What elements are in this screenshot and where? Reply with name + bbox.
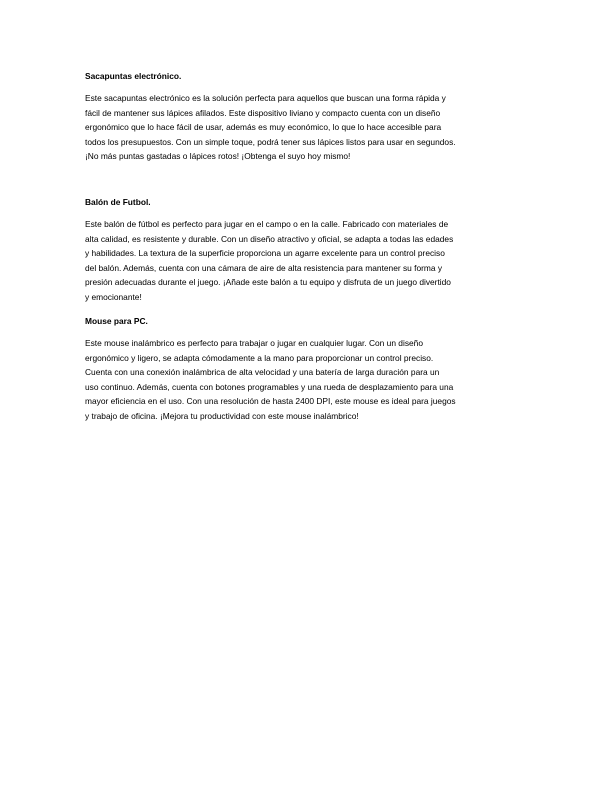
paragraph-line: y habilidades. La textura de la superficie proporciona un agarre excelente para un control preciso [85,248,445,259]
section-heading: Mouse para PC. [85,316,148,326]
paragraph-line: Este sacapuntas electrónico es la solución perfecta para aquellos que buscan una forma rápida y [85,93,446,103]
section-mouse [85,315,535,424]
paragraph-line: del balón. Además, cuenta con una cámara de aire de alta resistencia para mantener su forma y [85,262,443,273]
paragraph-line: Cuenta con una conexión inalámbrica de alta velocidad y una batería de larga duración para un [85,367,440,378]
paragraph-line: fácil de mantener sus lápices afilados. Este dispositivo liviano y compacto cuenta con un diseño [85,107,441,118]
section-paragraph [85,217,535,305]
paragraph-line: uso continuo. Además, cuenta con botones programables y una rueda de desplazamiento para una [85,381,454,392]
paragraph-line: y trabajo de oficina. ¡Mejora tu productividad con este mouse inalámbrico! [85,410,359,421]
section-paragraph [85,336,535,424]
paragraph-line: ergonómico y ligero, se adapta cómodamente a la mano para proporcionar un control preciso. [85,352,434,363]
paragraph-line: presión adecuadas durante el juego. ¡Añade este balón a tu equipo y disfruta de un juego divertido [85,277,451,288]
paragraph-line: Este mouse inalámbrico es perfecto para trabajar o jugar en cualquier lugar. Con un diseño [85,338,423,348]
section-heading: Balón de Futbol. [85,197,151,207]
section-balon [85,196,535,305]
paragraph-line: alta calidad, es resistente y durable. Con un diseño atractivo y oficial, se adapta a todas las edades [85,233,454,244]
paragraph-line: ergonómico que lo hace fácil de usar, además es muy económico, lo que lo hace accesible para [85,122,442,133]
paragraph-line: y emocionante! [85,291,142,302]
section-paragraph [85,91,535,164]
paragraph-line: todos los presupuestos. Con un simple toque, podrá tener sus lápices listos para usar en segundos. [85,136,456,147]
section-sacapuntas [85,70,535,164]
paragraph-line: mayor eficiencia en el uso. Con una resolución de hasta 2400 DPI, este mouse es ideal para juegos [85,396,456,407]
paragraph-line: ¡No más puntas gastadas o lápices rotos! ¡Obtenga el suyo hoy mismo! [85,151,351,162]
paragraph-line: Este balón de fútbol es perfecto para jugar en el campo o en la calle. Fabricado con materiales de [85,219,449,229]
section-heading: Sacapuntas electrónico. [85,71,182,81]
